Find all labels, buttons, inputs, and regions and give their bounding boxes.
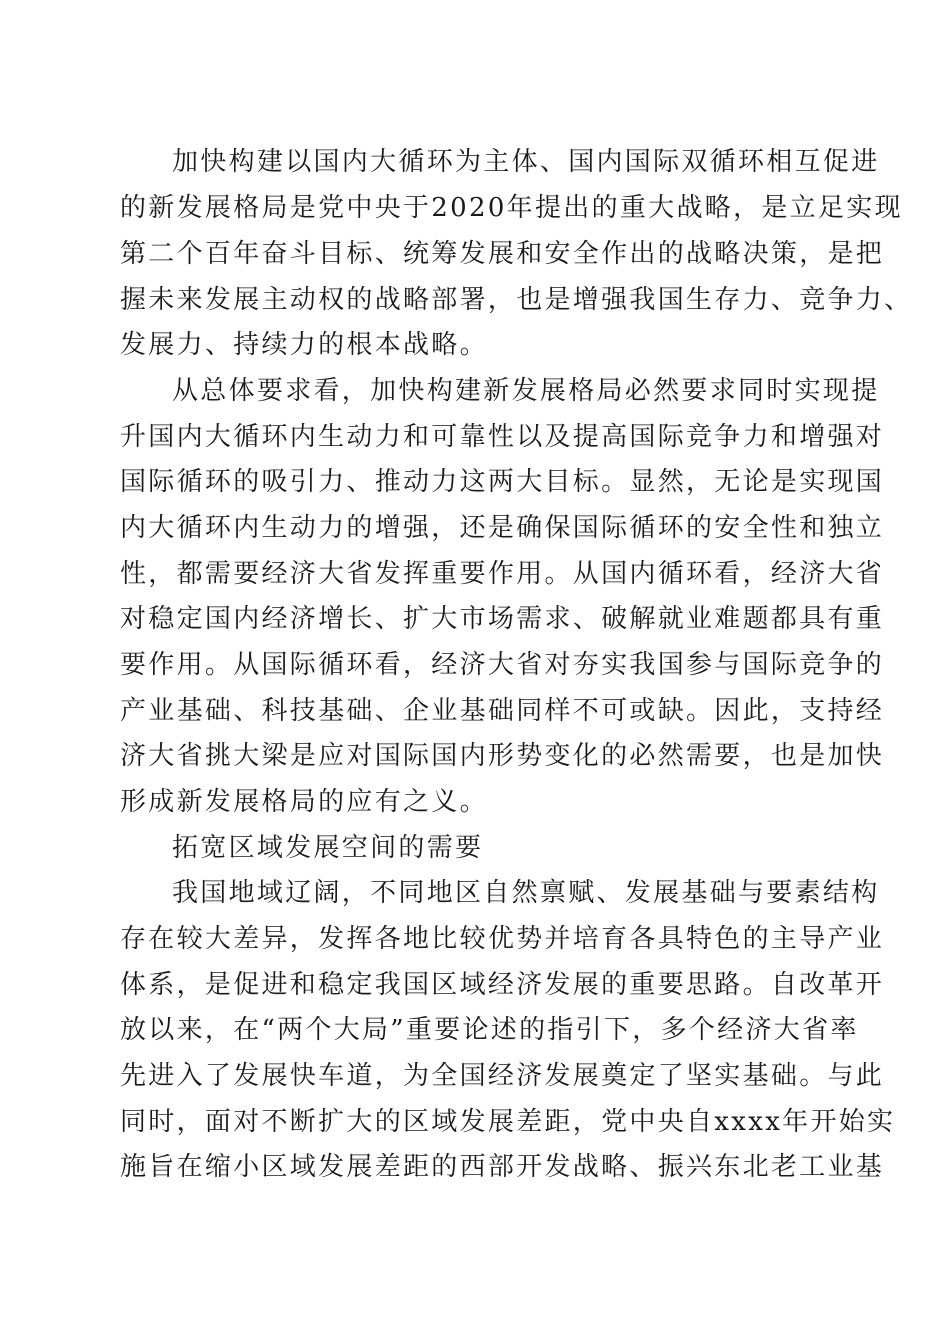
para2-line10: 形成新发展格局的应有之义。 bbox=[120, 787, 488, 817]
para2-line3: 国际循环的吸引力、推动力这两大目标。显然，无论是实现国 bbox=[120, 467, 885, 497]
para2-line6: 对稳定国内经济增长、扩大市场需求、破解就业难题都具有重 bbox=[120, 604, 885, 634]
para3-line5: 先进入了发展快车道，为全国经济发展奠定了坚实基础。与此 bbox=[120, 1061, 885, 1091]
para3-line4: 放以来，在“两个大局”重要论述的指引下，多个经济大省率 bbox=[120, 1015, 859, 1045]
para2-line5: 性，都需要经济大省发挥重要作用。从国内循环看，经济大省 bbox=[120, 559, 885, 589]
para1-line1: 加快构建以国内大循环为主体、国内国际双循环相互促进 bbox=[172, 147, 880, 177]
para2-line9: 济大省挑大梁是应对国际国内形势变化的必然需要，也是加快 bbox=[120, 741, 885, 771]
para3-line3: 体系，是促进和稳定我国区域经济发展的重要思路。自改革开 bbox=[120, 970, 885, 1000]
para1-line3: 第二个百年奋斗目标、统筹发展和安全作出的战略决策，是把 bbox=[120, 239, 885, 269]
para3-line2: 存在较大差异，发挥各地比较优势并培育各具特色的主导产业 bbox=[120, 924, 885, 954]
para2-line8: 产业基础、科技基础、企业基础同样不可或缺。因此，支持经 bbox=[120, 696, 885, 726]
section-heading: 拓宽区域发展空间的需要 bbox=[172, 833, 484, 863]
para2-line4: 内大循环内生动力的增强，还是确保国际循环的安全性和独立 bbox=[120, 513, 885, 543]
para1-line2: 的新发展格局是党中央于2020年提出的重大战略，是立足实现 bbox=[120, 193, 903, 223]
para2-line7: 要作用。从国际循环看，经济大省对夯实我国参与国际竞争的 bbox=[120, 650, 885, 680]
para2-line2: 升国内大循环内生动力和可靠性以及提高国际竞争力和增强对 bbox=[120, 422, 885, 452]
para2-line1: 从总体要求看，加快构建新发展格局必然要求同时实现提 bbox=[172, 376, 880, 406]
para3-line1: 我国地域辽阔，不同地区自然禀赋、发展基础与要素结构 bbox=[172, 878, 880, 908]
para1-line5: 发展力、持续力的根本战略。 bbox=[120, 330, 488, 360]
para1-line4: 握未来发展主动权的战略部署，也是增强我国生存力、竞争力、 bbox=[120, 285, 913, 315]
para3-line7: 施旨在缩小区域发展差距的西部开发战略、振兴东北老工业基 bbox=[120, 1152, 885, 1182]
para3-line6: 同时，面对不断扩大的区域发展差距，党中央自xxxx年开始实 bbox=[120, 1107, 896, 1137]
